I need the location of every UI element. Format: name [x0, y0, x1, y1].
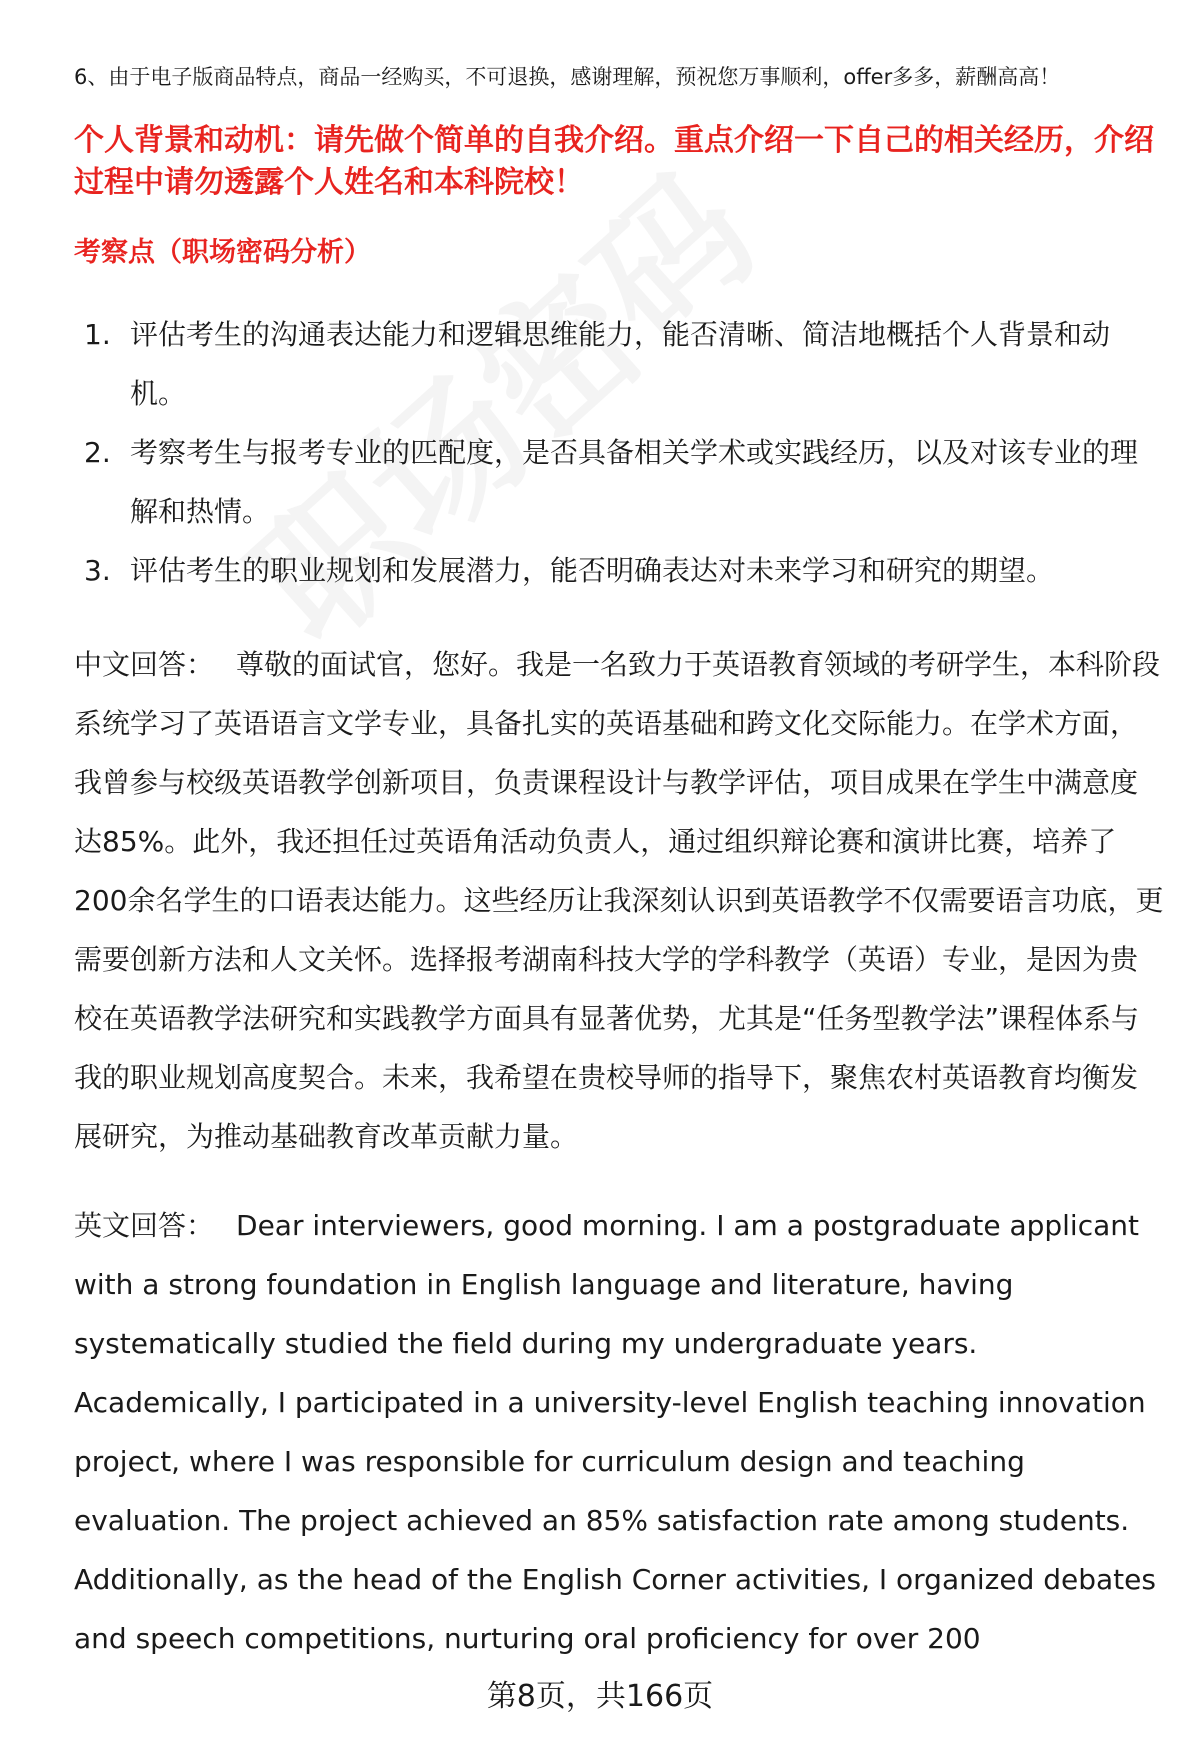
chinese-answer [74, 635, 1164, 1166]
point-text: 考察考生与报考专业的匹配度，是否具备相关学术或实践经历，以及对该专业的理解和热情。 [130, 436, 1139, 528]
page-number: 第8页，共166页 [486, 1679, 714, 1714]
assessment-point [74, 423, 1144, 541]
point-number: 2. [84, 436, 111, 469]
assessment-title: 考察点（职场密码分析） [74, 237, 371, 268]
chinese-answer-label: 中文回答： [74, 648, 215, 681]
assessment-point [74, 305, 1144, 423]
english-answer-label: 英文回答： [74, 1209, 215, 1242]
point-number: 3. [84, 554, 111, 587]
point-number: 1. [84, 318, 111, 351]
point-text: 评估考生的沟通表达能力和逻辑思维能力，能否清晰、简洁地概括个人背景和动机。 [130, 318, 1111, 410]
english-answer [74, 1196, 1164, 1668]
assessment-points-list [74, 305, 1144, 600]
chinese-answer-text: 尊敬的面试官，您好。我是一名致力于英语教育领域的考研学生，本科阶段系统学习了英语语言文学专业，具备扎实的英语基础和跨文化交际能力。在学术方面，我曾参与校级英语教学创新项目，负责课程设计与教学评估，项目成果在学生中满意度达85%。此外，我还担任过英语角活动负责人，通过组织辩论赛和演讲比赛，培养了200余名学生的口语表达能力。这些经历让我深刻认识到英语教学不仅需要语言功底，更需要创新方法和人文关怀。选择报考湖南科技大学的学科教学（英语）专业，是因为贵校在英语教学法研究和实践教学方面具有显著优势，尤其是“任务型教学法”课程体系与我的职业规划高度契合。未来，我希望在贵校导师的指导下，聚焦农村英语教育均衡发展研究，为推动基础教育改革贡献力量。 [74, 648, 1164, 1153]
assessment-point [74, 541, 1144, 600]
english-answer-text: Dear interviewers, good morning. I am a postgraduate applicant with a strong foundation in English language and literature, having systematically studied the field during my undergraduate years. Academically, I participated in a university-level English teaching innovation project, where I was responsible for curriculum design and teaching evaluation. The project achieved an 85% satisfaction rate among students. Additionally, as the head of the English Corner activities, I organized debates and speech competitions, nurturing oral proficiency for over 200 [74, 1209, 1156, 1655]
purchase-notice: 6、由于电子版商品特点，商品一经购买，不可退换，感谢理解，预祝您万事顺利，offer多多，薪酬高高！ [74, 65, 1061, 89]
question-heading: 个人背景和动机：请先做个简单的自我介绍。重点介绍一下自己的相关经历，介绍过程中请勿透露个人姓名和本科院校！ [74, 123, 1154, 200]
point-text: 评估考生的职业规划和发展潜力，能否明确表达对未来学习和研究的期望。 [130, 554, 1055, 587]
